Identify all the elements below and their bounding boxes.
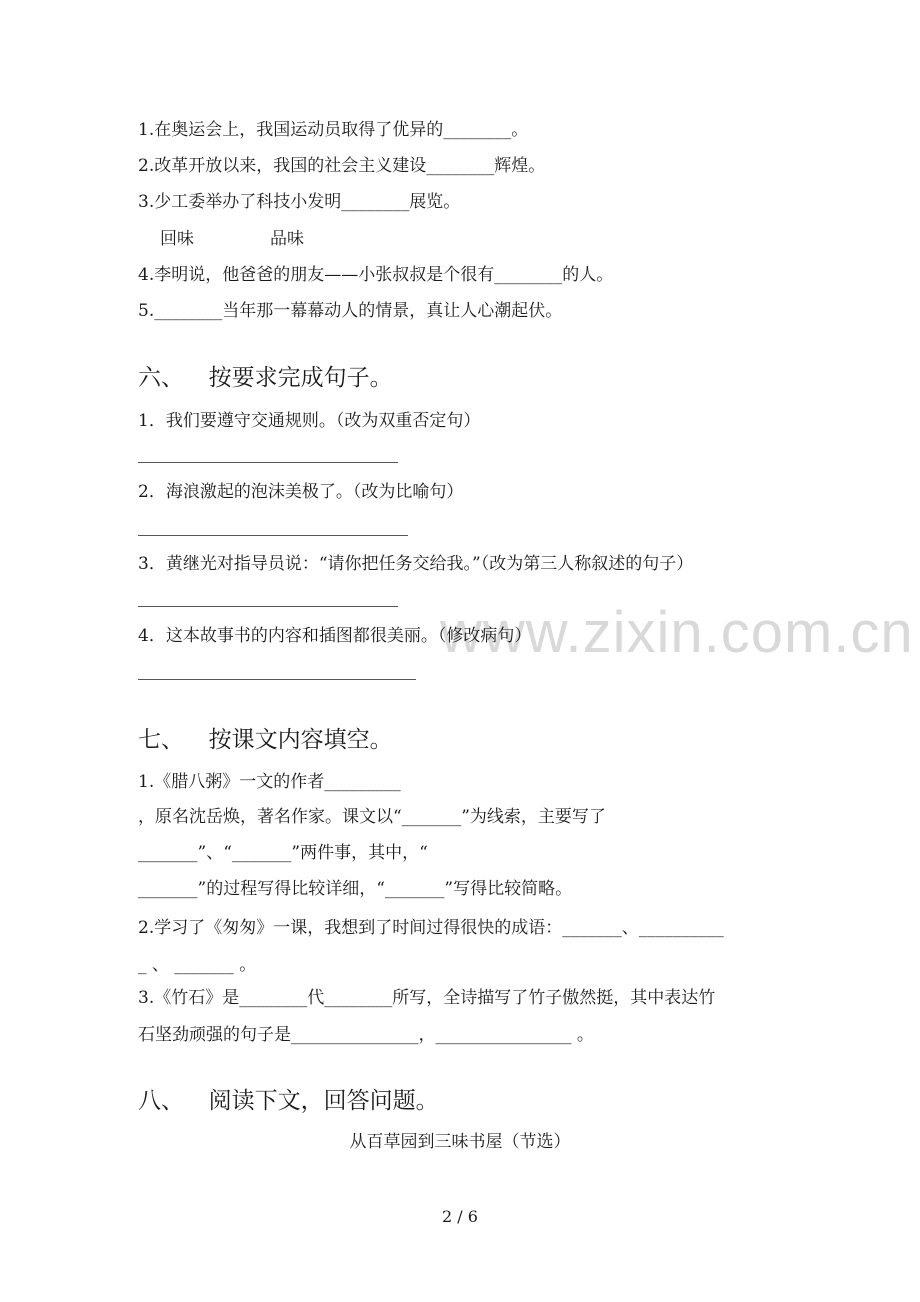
section7-heading [138, 725, 393, 755]
s7-line-2: ，原名沈岳焕，著名作家。课文以“_______”为线索，主要写了 [138, 807, 606, 827]
s6-question-4: 4．这本故事书的内容和插图都很美丽。（修改病句） [138, 626, 532, 646]
section8-title: 阅读下文，回答问题。 [208, 1088, 439, 1114]
fill-item-2: 2.改革开放以来，我国的社会主义建设________辉煌。 [138, 156, 546, 176]
fill-item-3: 3.少工委举办了科技小发明________展览。 [138, 192, 461, 212]
s6-answer-line-2[interactable] [138, 535, 408, 536]
page-number: 2 / 6 [442, 1207, 478, 1226]
passage-title: 从百草园到三味书屋（节选） [349, 1132, 571, 1152]
fill-item-4: 4.李明说，他爸爸的朋友——小张叔叔是个很有________的人。 [138, 265, 614, 285]
section7-number: 七、 [138, 727, 184, 753]
section7-title: 按课文内容填空。 [208, 727, 393, 753]
s7-line-5: 2.学习了《匆匆》一课，我想到了时间过得很快的成语：_______、__________ [138, 918, 724, 938]
s7-line-3: _______”、“_______”两件事，其中，“ [138, 843, 428, 863]
watermark: www.zixin.com.cn [440, 600, 914, 665]
s7-line-1: 1.《腊八粥》一文的作者_________ [138, 772, 401, 792]
s6-answer-line-4[interactable] [138, 679, 416, 680]
s7-line-8: 石坚劲顽强的句子是_______________，________________ 。 [138, 1025, 594, 1045]
s6-answer-line-3[interactable] [138, 606, 398, 607]
section6-heading [138, 363, 393, 393]
s6-question-2: 2．海浪激起的泡沫美极了。（改为比喻句） [138, 482, 464, 502]
fill-item-5: 5.________当年那一幕幕动人的情景，真让人心潮起伏。 [138, 301, 563, 321]
s6-question-1: 1．我们要遵守交通规则。（改为双重否定句） [138, 411, 481, 431]
s6-answer-line-1[interactable] [138, 462, 398, 463]
s6-question-3: 3．黄继光对指导员说：“请你把任务交给我。”（改为第三人称叙述的句子） [138, 554, 694, 574]
word-option-2: 品味 [270, 229, 304, 249]
s7-line-7: 3.《竹石》是________代________所写，全诗描写了竹子傲然挺，其中表达竹 [138, 988, 716, 1008]
fill-item-1: 1.在奥运会上，我国运动员取得了优异的________。 [138, 120, 529, 140]
section8-heading [138, 1086, 439, 1116]
section6-title: 按要求完成句子。 [208, 365, 393, 391]
word-option-1: 回味 [160, 229, 194, 249]
section8-number: 八、 [138, 1088, 184, 1114]
s7-line-4: _______”的过程写得比较详细，“_______”写得比较简略。 [138, 879, 573, 899]
s7-line-6: _ 、 _______ 。 [138, 955, 257, 975]
section6-number: 六、 [138, 365, 184, 391]
